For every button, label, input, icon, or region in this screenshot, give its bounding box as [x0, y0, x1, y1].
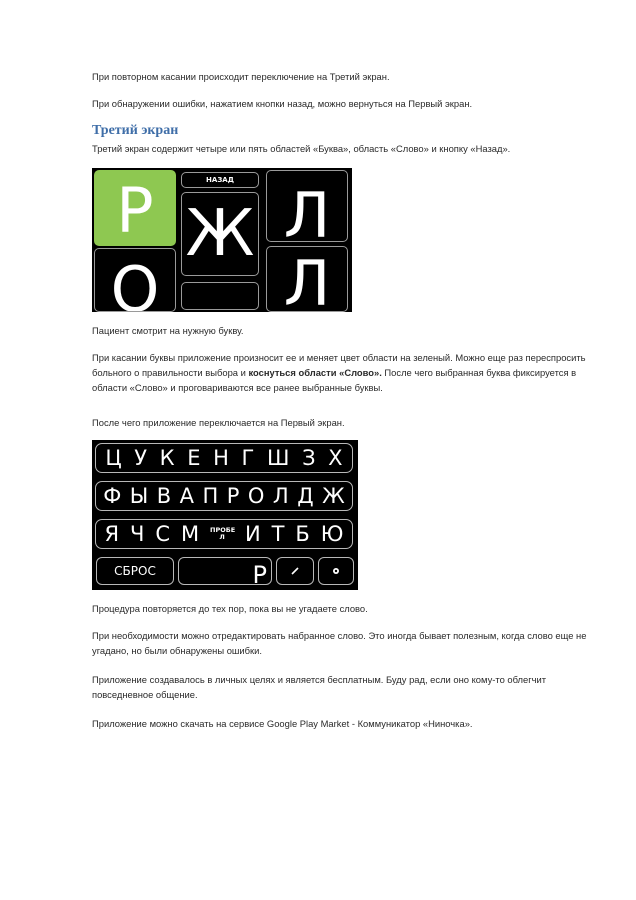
key[interactable]: Л [272, 483, 289, 508]
paragraph-third-screen-intro: Третий экран содержит четыре или пять областей «Буква», область «Слово» и кнопку «Назад». [92, 143, 511, 154]
keyboard-row-1 [95, 443, 353, 473]
paragraph-free-app: Приложение создавалось в личных целях и является бесплатным. Буду рад, если оно кому-то облегчит повседневное общение. [92, 674, 547, 700]
key[interactable]: Ш [266, 445, 290, 470]
key[interactable]: Н [213, 445, 229, 470]
settings-button[interactable] [318, 557, 354, 585]
pencil-icon [290, 566, 300, 576]
gear-icon [331, 566, 341, 576]
key[interactable]: П [202, 483, 219, 508]
reset-button[interactable] [96, 557, 174, 585]
key[interactable]: Ф [103, 483, 122, 508]
letter-l-top: Л [283, 179, 331, 242]
letter-area-center[interactable] [181, 192, 259, 276]
paragraph-download: Приложение можно скачать на сервисе Google Play Market - Коммуникатор «Ниночка». [92, 718, 473, 729]
key[interactable]: З [302, 445, 316, 470]
key[interactable]: А [179, 483, 195, 508]
key[interactable]: М [180, 521, 200, 546]
edit-button[interactable] [276, 557, 314, 585]
keyboard-row-2 [95, 481, 353, 511]
section-heading-third-screen: Третий экран [92, 123, 179, 138]
paragraph-letter-tap [92, 350, 592, 395]
key[interactable]: Ы [129, 483, 149, 508]
paragraph-switch-first-screen: После чего приложение переключается на Первый экран. [92, 417, 345, 428]
bold-text: коснуться области «Слово». [248, 367, 382, 378]
space-key[interactable]: ПРОБЕ Л [210, 526, 236, 541]
paragraph-error-back: При обнаружении ошибки, нажатием кнопки назад, можно вернуться на Первый экран. [92, 98, 473, 109]
key[interactable]: Х [328, 445, 343, 470]
key[interactable]: О [247, 483, 265, 508]
key[interactable]: Б [295, 521, 310, 546]
paragraph-repeat-tap: При повторном касании происходит переключение на Третий экран. [92, 71, 390, 82]
letter-l-bottom: Л [283, 247, 331, 312]
text-segment: После чего выбранная буква фиксируется в области «Слово» и проговариваются все ранее выбранные буквы. [92, 367, 577, 393]
letter-area-selected[interactable] [94, 170, 176, 246]
key[interactable]: Ц [105, 445, 122, 470]
word-field-text: Р [252, 561, 267, 589]
paragraph-procedure-repeats: Процедура повторяется до тех пор, пока вы не угадаете слово. [92, 603, 368, 614]
text-segment: При касании буквы приложение произносит ее и меняет цвет области на зеленый. Можно еще раз переспросить больного о правильности выбора и [92, 352, 586, 378]
letter-p: Р [116, 174, 154, 246]
key[interactable]: Ч [130, 521, 145, 546]
key[interactable]: Ю [320, 521, 344, 546]
key[interactable]: Ж [322, 483, 345, 508]
key[interactable]: Г [241, 445, 255, 470]
key[interactable]: Р [226, 483, 240, 508]
keyboard-row-3 [95, 519, 353, 549]
first-screen-keyboard-mockup [92, 440, 358, 590]
word-area[interactable] [181, 282, 259, 310]
paragraph-edit-word: При необходимости можно отредактировать набранное слово. Это иногда бывает полезным, когда слово еще не угадано, но были обнаружены ошибки. [92, 630, 587, 656]
key[interactable]: У [134, 445, 148, 470]
key[interactable]: Е [187, 445, 201, 470]
paragraph-patient-looks: Пациент смотрит на нужную букву. [92, 325, 244, 336]
third-screen-mockup [92, 168, 352, 312]
letter-o: О [110, 253, 160, 312]
key[interactable]: В [156, 483, 172, 508]
back-label: НАЗАД [206, 176, 234, 184]
key[interactable]: С [155, 521, 171, 546]
key[interactable]: И [244, 521, 261, 546]
key[interactable]: Д [297, 483, 314, 508]
letter-zh: Ж [185, 197, 255, 271]
reset-label: СБРОС [114, 564, 156, 578]
back-button[interactable] [181, 172, 259, 188]
letter-area-bottom-left[interactable] [94, 248, 176, 312]
letter-area-top-right[interactable] [266, 170, 348, 242]
letter-area-bottom-right[interactable] [266, 246, 348, 312]
word-field[interactable] [178, 557, 272, 589]
key[interactable]: Т [271, 521, 285, 546]
key[interactable]: К [159, 445, 175, 470]
key[interactable]: Я [104, 521, 120, 546]
